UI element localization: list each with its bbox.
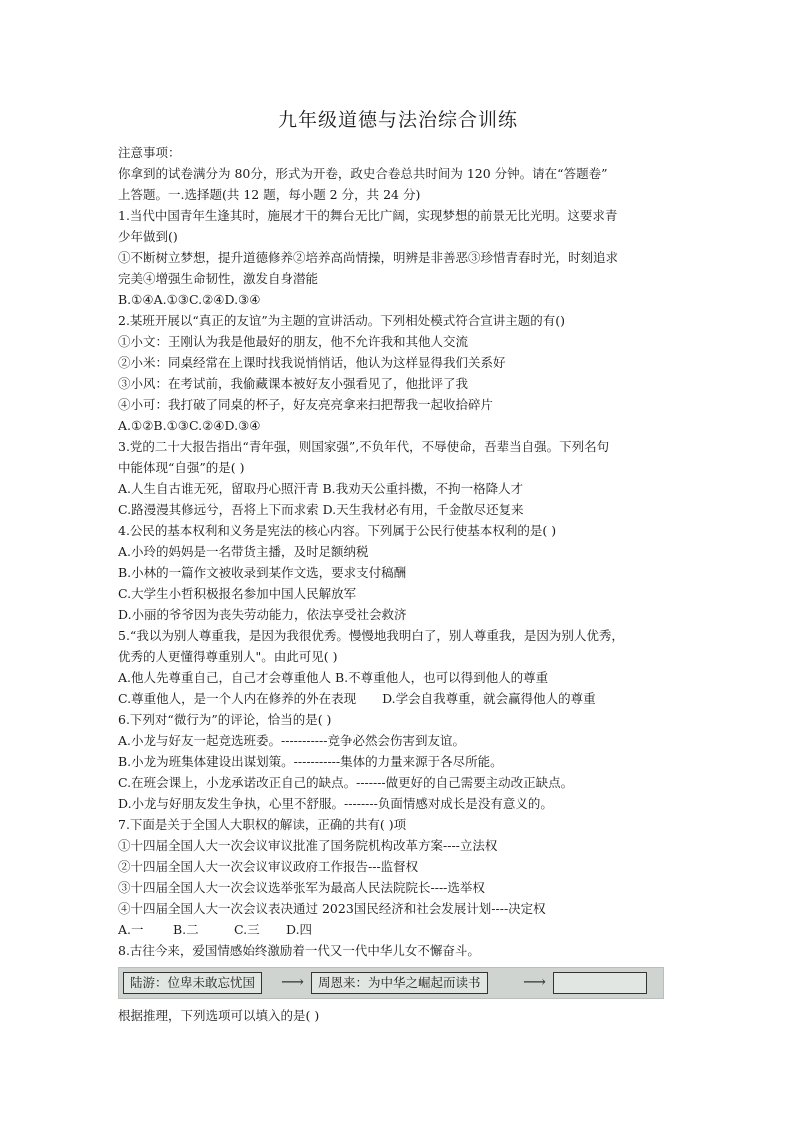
q4-stem: 4.公民的基本权利和义务是宪法的核心内容。下列属于公民行使基本权利的是( )	[118, 523, 557, 538]
q4-option-b: B.小林的一篇作文被收录到某作文选，要求支付稿酬	[118, 565, 407, 580]
q8-flow-diagram	[118, 967, 664, 999]
q7-option-d: D.四	[286, 922, 313, 937]
q5-stem-2: 优秀的人更懂得尊重别人"。由此可见( )	[118, 649, 338, 664]
q7-item-3: ③十四届全国人大一次会议选举张军为最高人民法院院长----选举权	[118, 880, 485, 895]
q1-item-1: ①不断树立梦想，提升道德修养②培养高尚情操，明辨是非善恶③珍惜青春时光，时刻追求	[118, 250, 619, 265]
notice-heading: 注意事项：	[118, 145, 181, 160]
q4-option-c: C.大学生小哲积极报名参加中国人民解放军	[118, 586, 357, 601]
q2-item-4: ④小可：我打破了同桌的杯子，好友亮亮拿来扫把帮我一起收拾碎片	[118, 397, 494, 412]
q5-option-d: D.学会自我尊重，就会赢得他人的尊重	[382, 691, 596, 706]
q7-options	[118, 919, 678, 940]
q2-item-2: ②小米：同桌经常在上课时找我说悄悄话，他认为这样显得我们关系好	[118, 355, 506, 370]
q5-option-c: C.尊重他人，是一个人内在修养的外在表现	[118, 691, 357, 706]
q2-stem: 2.某班开展以“真正的友谊”为主题的宣讲活动。下列相处模式符合宣讲主题的有()	[118, 313, 565, 328]
notice-line-1: 你拿到的试卷满分为 80分，形式为开卷，政史合卷总共时间为 120 分钟。请在“答题卷”	[118, 166, 608, 181]
q8-box-zhouenlai: 周恩来：为中华之崛起而读书	[311, 972, 488, 994]
q6-option-c: C.在班会课上，小龙承诺改正自己的缺点。-------做更好的自己需要主动改正缺点。	[118, 775, 574, 790]
q7-stem: 7.下面是关于全国人大职权的解读，正确的共有( )项	[118, 817, 407, 832]
q3-options-2: C.路漫漫其修远兮，吾将上下而求索 D.天生我材必有用，千金散尽还复来	[118, 502, 524, 517]
q5-options-1: A.他人先尊重自己，自己才会尊重他人 B.不尊重他人，也可以得到他人的尊重	[118, 670, 549, 685]
q4-option-d: D.小丽的爷爷因为丧失劳动能力，依法享受社会救济	[118, 607, 407, 622]
q6-option-d: D.小龙与好朋友发生争执，心里不舒服。--------负面情感对成长是没有意义的。	[118, 796, 553, 811]
q7-item-2: ②十四届全国人大一次会议审议政府工作报告---监督权	[118, 859, 419, 874]
page-title: 九年级道德与法治综合训练	[277, 109, 518, 131]
q3-stem-2: 中能体现“自强”的是( )	[118, 460, 245, 475]
q8-after: 根据推理，下列选项可以填入的是( )	[118, 1008, 320, 1023]
q4-option-a: A.小玲的妈妈是一名带货主播，及时足额纳税	[118, 544, 369, 559]
q2-options: A.①②B.①③C.②④D.③④	[118, 418, 261, 433]
exam-page	[118, 100, 678, 1026]
q1-stem-1: 1.当代中国青年生逢其时，施展才干的舞台无比广阔，实现梦想的前景无比光明。这要求青	[118, 208, 618, 223]
q7-item-4: ④十四届全国人大一次会议表决通过 2023国民经济和社会发展计划----决定权	[118, 901, 546, 916]
q3-stem-1: 3.党的二十大报告指出“青年强，则国家强”,不负年代，不辱使命，吾辈当自强。下列名句	[118, 439, 610, 454]
q8-stem: 8.古往今来，爱国情感始终激励着一代又一代中华儿女不懈奋斗。	[118, 943, 480, 958]
q5-options-2	[118, 688, 678, 709]
notice-line-2: 上答题。一.选择题(共 12 题，每小题 2 分，共 24 分)	[118, 187, 421, 202]
q8-box-luyou: 陆游：位卑未敢忘忧国	[123, 972, 262, 994]
arrow-right-icon: ⟶	[281, 972, 304, 991]
q3-options-1: A.人生自古谁无死，留取丹心照汗青 B.我劝天公重抖擞，不拘一格降人才	[118, 481, 524, 496]
q6-option-a: A.小龙与好友一起竞选班委。-----------竞争必然会伤害到友谊。	[118, 733, 465, 748]
q6-stem: 6.下列对“微行为”的评论，恰当的是( )	[118, 712, 332, 727]
q1-stem-2: 少年做到()	[118, 229, 178, 244]
q1-item-2: 完美④增强生命韧性，激发自身潜能	[118, 271, 319, 286]
q7-option-c: C.三	[234, 922, 260, 937]
q1-options: B.①④A.①③C.②④D.③④	[118, 292, 261, 307]
q6-option-b: B.小龙为班集体建设出谋划策。-----------集体的力量来源于各尽所能。	[118, 754, 503, 769]
q2-item-1: ①小文：王刚认为我是他最好的朋友，他不允许我和其他人交流	[118, 334, 469, 349]
q8-box-blank	[553, 972, 647, 994]
q5-stem-1: 5.“我以为别人尊重我，是因为我很优秀。慢慢地我明白了，别人尊重我，是因为别人优秀，	[118, 628, 624, 643]
arrow-right-icon: ⟶	[523, 972, 546, 991]
q7-item-1: ①十四届全国人大一次会议审议批准了国务院机构改革方案----立法权	[118, 838, 498, 853]
q7-option-a: A.一	[118, 922, 144, 937]
q2-item-3: ③小风：在考试前，我偷藏课本被好友小强看见了，他批评了我	[118, 376, 469, 391]
q7-option-b: B.二	[173, 922, 199, 937]
